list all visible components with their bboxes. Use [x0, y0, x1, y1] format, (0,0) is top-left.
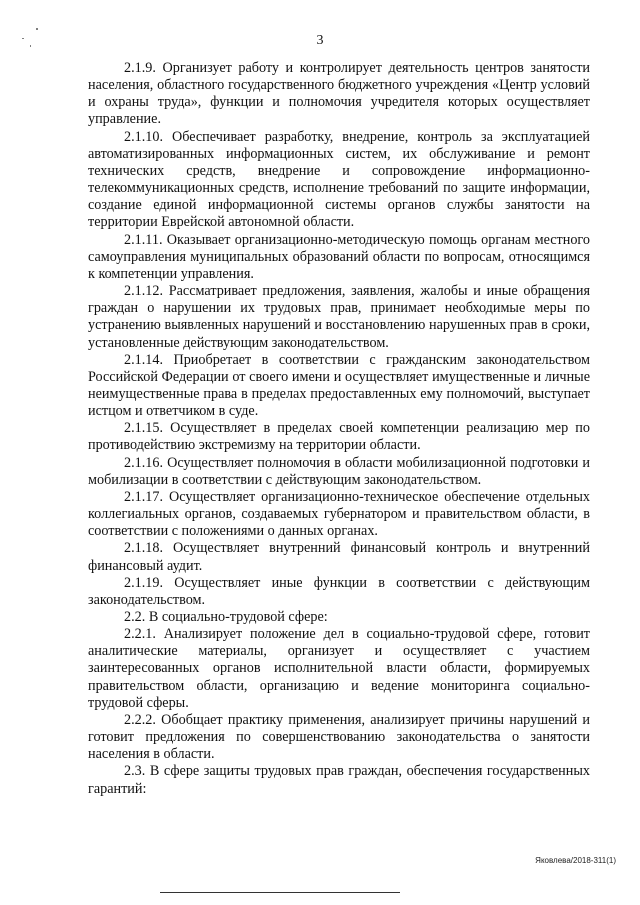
page-number: 3	[316, 33, 324, 48]
paragraph-2-1-12: 2.1.12. Рассматривает предложения, заявления, жалобы и иные обращения граждан о нарушении их трудовых прав, принимает необходимые меры по устранению выявленных нарушений и восстановлению нарушенных прав в сроки, установленные действующим законодательством.	[88, 283, 590, 351]
paragraph-2-1-18: 2.1.18. Осуществляет внутренний финансовый контроль и внутренний финансовый аудит.	[88, 540, 590, 574]
paragraph-2-1-15: 2.1.15. Осуществляет в пределах своей компетенции реализацию мер по противодействию экстремизму на территории области.	[88, 420, 590, 454]
paragraph-2-1-10: 2.1.10. Обеспечивает разработку, внедрение, контроль за эксплуатацией автоматизированных информационных систем, их обслуживание и ремонт технических средств, внедрение и сопровождение информационно-телекоммуникационных средств, исполнение требований по защите информации, создание единой информационной системы органов службы занятости на территории Еврейской автономной области.	[88, 128, 590, 231]
section-heading-2-3: 2.3. В сфере защиты трудовых прав граждан, обеспечения государственных гарантий:	[88, 763, 590, 797]
paragraph-2-1-9: 2.1.9. Организует работу и контролирует деятельность центров занятости населения, областного государственного бюджетного учреждения «Центр условий и охраны труда», функции и полномочия учредителя которых осуществляет управление.	[88, 60, 590, 128]
margin-mark	[36, 28, 38, 30]
paragraph-2-2-2: 2.2.2. Обобщает практику применения, анализирует причины нарушений и готовит предложения по совершенствованию законодательства о занятости населения в области.	[88, 711, 590, 763]
document-body	[88, 60, 590, 798]
paragraph-2-1-14: 2.1.14. Приобретает в соответствии с гражданским законодательством Российской Федерации от своего имени и осуществляет имущественные и личные неимущественные права в пределах предоставленных ему полномочий, выступает истцом и ответчиком в суде.	[88, 351, 590, 420]
paragraph-2-1-16: 2.1.16. Осуществляет полномочия в области мобилизационной подготовки и мобилизации в соответствии с действующим законодательством.	[88, 454, 590, 488]
bottom-rule	[160, 892, 400, 893]
paragraph-2-2-1: 2.2.1. Анализирует положение дел в социально-трудовой сфере, готовит аналитические материалы, организует и осуществляет с участием заинтересованных органов исполнительной власти области, формируемых правительством области, организацию и ведение мониторинга социально-трудовой сферы.	[88, 626, 590, 711]
paragraph-2-1-17: 2.1.17. Осуществляет организационно-техническое обеспечение отдельных коллегиальных органов, создаваемых губернатором и правительством области, в соответствии с положениями о данных органах.	[88, 488, 590, 540]
footer-reference: Яковлева/2018-311(1)	[535, 856, 616, 865]
paragraph-2-1-19: 2.1.19. Осуществляет иные функции в соответствии с действующим законодательством.	[88, 574, 590, 608]
section-heading-2-2: 2.2. В социально-трудовой сфере:	[124, 609, 328, 625]
paragraph-2-1-11: 2.1.11. Оказывает организационно-методическую помощь органам местного самоуправления муниципальных образований области по вопросам, относящимся к компетенции управления.	[88, 231, 590, 282]
